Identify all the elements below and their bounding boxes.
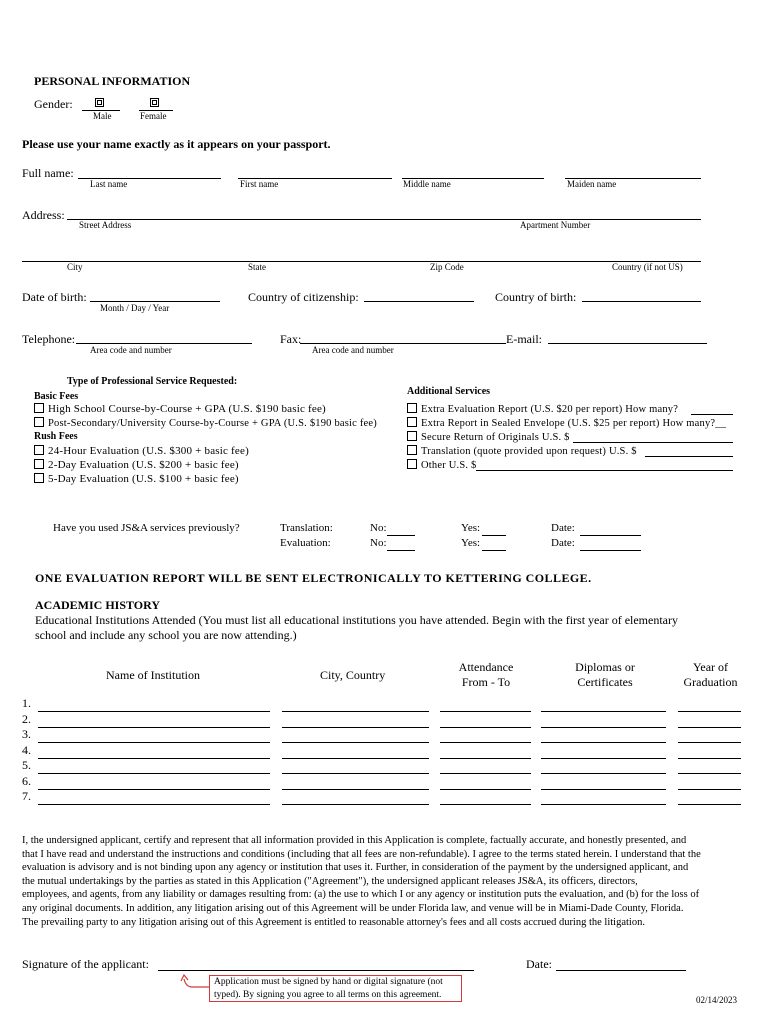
additional-option-2-label: Extra Report in Sealed Envelope (U.S. $25 per report) How many?__ <box>421 418 727 429</box>
checkbox-icon[interactable] <box>34 459 44 469</box>
full-name-label: Full name: <box>22 166 74 180</box>
birth-country-field[interactable] <box>582 301 701 302</box>
street-address-field[interactable] <box>67 219 701 220</box>
additional-option-1[interactable] <box>407 403 678 415</box>
table-cell-field[interactable] <box>38 758 270 759</box>
male-label: Male <box>93 111 112 121</box>
certification-line: employees, and agents, from any liability or damages resulting from: (a) the use to which I or any agency or institution puts the evaluation, and (b) for the loss of <box>22 889 700 901</box>
table-cell-field[interactable] <box>38 711 270 712</box>
col-attendance-line2: From - To <box>461 675 511 689</box>
certification-line: I, the undersigned applicant, certify and represent that all information provided in this Application is complete, factually accurate, and honestly presented, and <box>22 835 687 846</box>
female-checkbox[interactable] <box>150 98 159 107</box>
footer-date: 02/14/2023 <box>696 995 738 1005</box>
additional-services-heading: Additional Services <box>407 386 491 397</box>
arrow-icon <box>180 974 212 990</box>
translation-label: Translation: <box>280 522 333 534</box>
basic-option-1[interactable] <box>34 403 326 415</box>
academic-intro-line2: school and include any school you are now attending.) <box>35 628 297 642</box>
table-cell-field[interactable] <box>440 727 531 728</box>
table-cell-field[interactable] <box>541 758 666 759</box>
row-number: 1. <box>22 696 31 710</box>
dob-field[interactable] <box>90 301 220 302</box>
passport-note: Please use your name exactly as it appears on your passport. <box>22 137 331 151</box>
basic-fees-heading: Basic Fees <box>34 391 79 402</box>
checkbox-icon[interactable] <box>407 417 417 427</box>
state-hint: State <box>248 262 266 272</box>
rush-option-2-label: 2-Day Evaluation (U.S. $200 + basic fee) <box>48 459 239 471</box>
middle-name-hint: Middle name <box>403 179 451 189</box>
report-notice: ONE EVALUATION REPORT WILL BE SENT ELECTRONICALLY TO KETTERING COLLEGE. <box>35 571 592 585</box>
checkbox-icon[interactable] <box>407 431 417 441</box>
row-number: 7. <box>22 789 31 803</box>
evaluation-date-field[interactable] <box>580 550 641 551</box>
table-cell-field[interactable] <box>678 711 741 712</box>
additional-option-3-label: Secure Return of Originals U.S. $ <box>421 432 570 443</box>
evaluation-no-field[interactable] <box>387 550 415 551</box>
certification-line: the mutual undertakings by the parties as stated in this Application ("Agreement"), the undersigned applicant releases JS&A, its officers, directors, <box>22 875 638 887</box>
rush-option-2[interactable] <box>34 459 239 471</box>
additional-option-2[interactable] <box>407 417 726 429</box>
city-state-zip-field[interactable] <box>22 261 701 262</box>
evaluation-date-label: Date: <box>551 537 575 549</box>
checkbox-icon[interactable] <box>407 403 417 413</box>
table-cell-field[interactable] <box>440 804 531 805</box>
male-checkbox[interactable] <box>95 98 104 107</box>
col-attendance-line1: Attendance <box>458 660 514 674</box>
additional-option-4-label: Translation (quote provided upon request) U.S. $ <box>421 446 637 457</box>
table-cell-field[interactable] <box>38 773 270 774</box>
telephone-label: Telephone: <box>22 332 76 346</box>
dob-label: Date of birth: <box>22 290 87 304</box>
table-cell-field[interactable] <box>678 727 741 728</box>
zip-hint: Zip Code <box>430 262 464 272</box>
table-cell-field[interactable] <box>282 742 429 743</box>
col-city-country: City, Country <box>320 668 386 682</box>
citizenship-label: Country of citizenship: <box>248 290 359 304</box>
section-heading-personal: PERSONAL INFORMATION <box>34 74 191 88</box>
table-cell-field[interactable] <box>678 758 741 759</box>
fax-label: Fax: <box>280 332 302 346</box>
table-cell-field[interactable] <box>282 711 429 712</box>
col-diplomas <box>555 660 655 690</box>
evaluation-no-label: No: <box>370 537 387 549</box>
signature-date-label: Date: <box>526 957 552 971</box>
secure-return-amount-field[interactable] <box>573 442 733 443</box>
table-cell-field[interactable] <box>282 727 429 728</box>
rush-option-3[interactable] <box>34 473 239 485</box>
table-cell-field[interactable] <box>282 789 429 790</box>
additional-option-1-label: Extra Evaluation Report (U.S. $20 per report) How many? <box>421 404 679 415</box>
row-number: 6. <box>22 773 31 788</box>
basic-option-2[interactable] <box>34 417 377 429</box>
table-cell-field[interactable] <box>282 773 429 774</box>
translation-no-label: No: <box>370 522 387 534</box>
additional-option-3[interactable] <box>407 431 570 443</box>
address-label: Address: <box>22 208 65 222</box>
telephone-hint: Area code and number <box>90 345 172 355</box>
checkbox-icon[interactable] <box>407 459 417 469</box>
table-cell-field[interactable] <box>678 804 741 805</box>
row-number: 2. <box>22 711 31 726</box>
street-address-hint: Street Address <box>79 220 132 230</box>
extra-report-count-field[interactable] <box>691 414 733 415</box>
col-institution: Name of Institution <box>106 668 200 682</box>
certification-text <box>22 834 745 929</box>
col-year-line2: Graduation <box>683 675 738 689</box>
fax-hint: Area code and number <box>312 345 394 355</box>
email-label: E-mail: <box>506 332 542 346</box>
table-cell-field[interactable] <box>541 789 666 790</box>
table-cell-field[interactable] <box>678 773 741 774</box>
fax-field[interactable] <box>300 343 506 344</box>
dob-hint: Month / Day / Year <box>100 303 170 313</box>
telephone-field[interactable] <box>76 343 252 344</box>
evaluation-yes-label: Yes: <box>461 537 481 549</box>
table-cell-field[interactable] <box>678 742 741 743</box>
email-field[interactable] <box>548 343 707 344</box>
table-cell-field[interactable] <box>541 742 666 743</box>
services-heading: Type of Professional Service Requested: <box>67 376 238 387</box>
checkbox-icon[interactable] <box>34 473 44 483</box>
evaluation-yes-field[interactable] <box>482 550 506 551</box>
evaluation-label: Evaluation: <box>280 537 331 549</box>
table-cell-field[interactable] <box>38 742 270 743</box>
translation-yes-field[interactable] <box>482 535 506 536</box>
rush-option-3-label: 5-Day Evaluation (U.S. $100 + basic fee) <box>48 473 239 485</box>
col-diplomas-line1: Diplomas or <box>575 660 635 674</box>
birth-country-label: Country of birth: <box>495 290 577 304</box>
table-cell-field[interactable] <box>38 789 270 790</box>
table-cell-field[interactable] <box>541 727 666 728</box>
checkbox-icon[interactable] <box>34 417 44 427</box>
additional-option-4[interactable] <box>407 445 637 457</box>
rush-option-1[interactable] <box>34 445 249 457</box>
certification-line: evaluation is advisory and is not binding upon any agency or institution that uses it. Further, in consideration of the payment by the undersigned applicant, and <box>22 862 689 874</box>
translation-date-field[interactable] <box>580 535 641 536</box>
female-label: Female <box>140 111 167 121</box>
table-cell-field[interactable] <box>541 773 666 774</box>
col-year <box>673 660 748 690</box>
certification-line: any original documents. In addition, any litigation arising out of this Agreement will be under Florida law, and venue will be in Miami-Dade County, Florida. <box>22 902 684 914</box>
table-cell-field[interactable] <box>440 789 531 790</box>
row-number: 4. <box>22 742 31 757</box>
additional-option-5[interactable] <box>407 459 476 471</box>
certification-line: that I have read and understand the instructions and conditions (including that all fees are non-refundable). I agree to the terms stated herein. I understand that the <box>22 848 701 860</box>
previous-services-question: Have you used JS&A services previously? <box>53 522 240 534</box>
table-cell-field[interactable] <box>440 758 531 759</box>
last-name-hint: Last name <box>90 179 128 189</box>
table-cell-field[interactable] <box>541 711 666 712</box>
table-cell-field[interactable] <box>38 804 270 805</box>
table-cell-field[interactable] <box>440 773 531 774</box>
table-cell-field[interactable] <box>38 727 270 728</box>
translation-no-field[interactable] <box>387 535 415 536</box>
checkbox-icon[interactable] <box>34 403 44 413</box>
gender-label: Gender: <box>34 97 73 111</box>
rush-option-1-label: 24-Hour Evaluation (U.S. $300 + basic fee) <box>48 445 249 457</box>
checkbox-icon[interactable] <box>34 445 44 455</box>
table-cell-field[interactable] <box>282 758 429 759</box>
col-year-line1: Year of <box>692 660 729 674</box>
additional-option-5-label: Other U.S. $ <box>421 460 477 471</box>
apartment-number-hint: Apartment Number <box>520 220 591 230</box>
signature-note-line1: Application must be signed by hand or digital signature (not <box>214 977 443 987</box>
table-cell-field[interactable] <box>541 804 666 805</box>
country-hint: Country (if not US) <box>612 262 683 272</box>
table-cell-field[interactable] <box>678 789 741 790</box>
table-cell-field[interactable] <box>282 804 429 805</box>
academic-intro-line1: Educational Institutions Attended (You must list all educational institutions you have attended. Begin with the first year of elementary <box>35 613 678 627</box>
signature-note <box>209 975 462 1002</box>
table-cell-field[interactable] <box>440 711 531 712</box>
rush-fees-heading: Rush Fees <box>34 431 78 442</box>
city-hint: City <box>67 262 83 272</box>
first-name-hint: First name <box>240 179 279 189</box>
basic-option-2-label: Post-Secondary/University Course-by-Course + GPA (U.S. $190 basic fee) <box>48 418 377 429</box>
academic-history-heading: ACADEMIC HISTORY <box>35 598 161 612</box>
row-number: 3. <box>22 727 31 741</box>
certification-line: The prevailing party to any litigation arising out of this Agreement is entitled to reasonable attorney's fees and all costs accrued during the litigation. <box>22 916 645 928</box>
citizenship-field[interactable] <box>364 301 474 302</box>
col-diplomas-line2: Certificates <box>577 675 633 689</box>
signature-note-line2: typed). By signing you agree to all terms on this agreement. <box>214 990 442 1000</box>
maiden-name-hint: Maiden name <box>567 179 617 189</box>
col-attendance <box>441 660 531 690</box>
translation-date-label: Date: <box>551 522 575 534</box>
row-number: 5. <box>22 758 31 772</box>
translation-yes-label: Yes: <box>461 522 481 534</box>
basic-option-1-label: High School Course-by-Course + GPA (U.S. $190 basic fee) <box>48 403 326 415</box>
signature-field[interactable] <box>158 970 474 971</box>
signature-date-field[interactable] <box>556 970 686 971</box>
checkbox-icon[interactable] <box>407 445 417 455</box>
translation-amount-field[interactable] <box>645 456 733 457</box>
table-cell-field[interactable] <box>440 742 531 743</box>
other-amount-field[interactable] <box>476 470 733 471</box>
signature-label: Signature of the applicant: <box>22 957 149 971</box>
